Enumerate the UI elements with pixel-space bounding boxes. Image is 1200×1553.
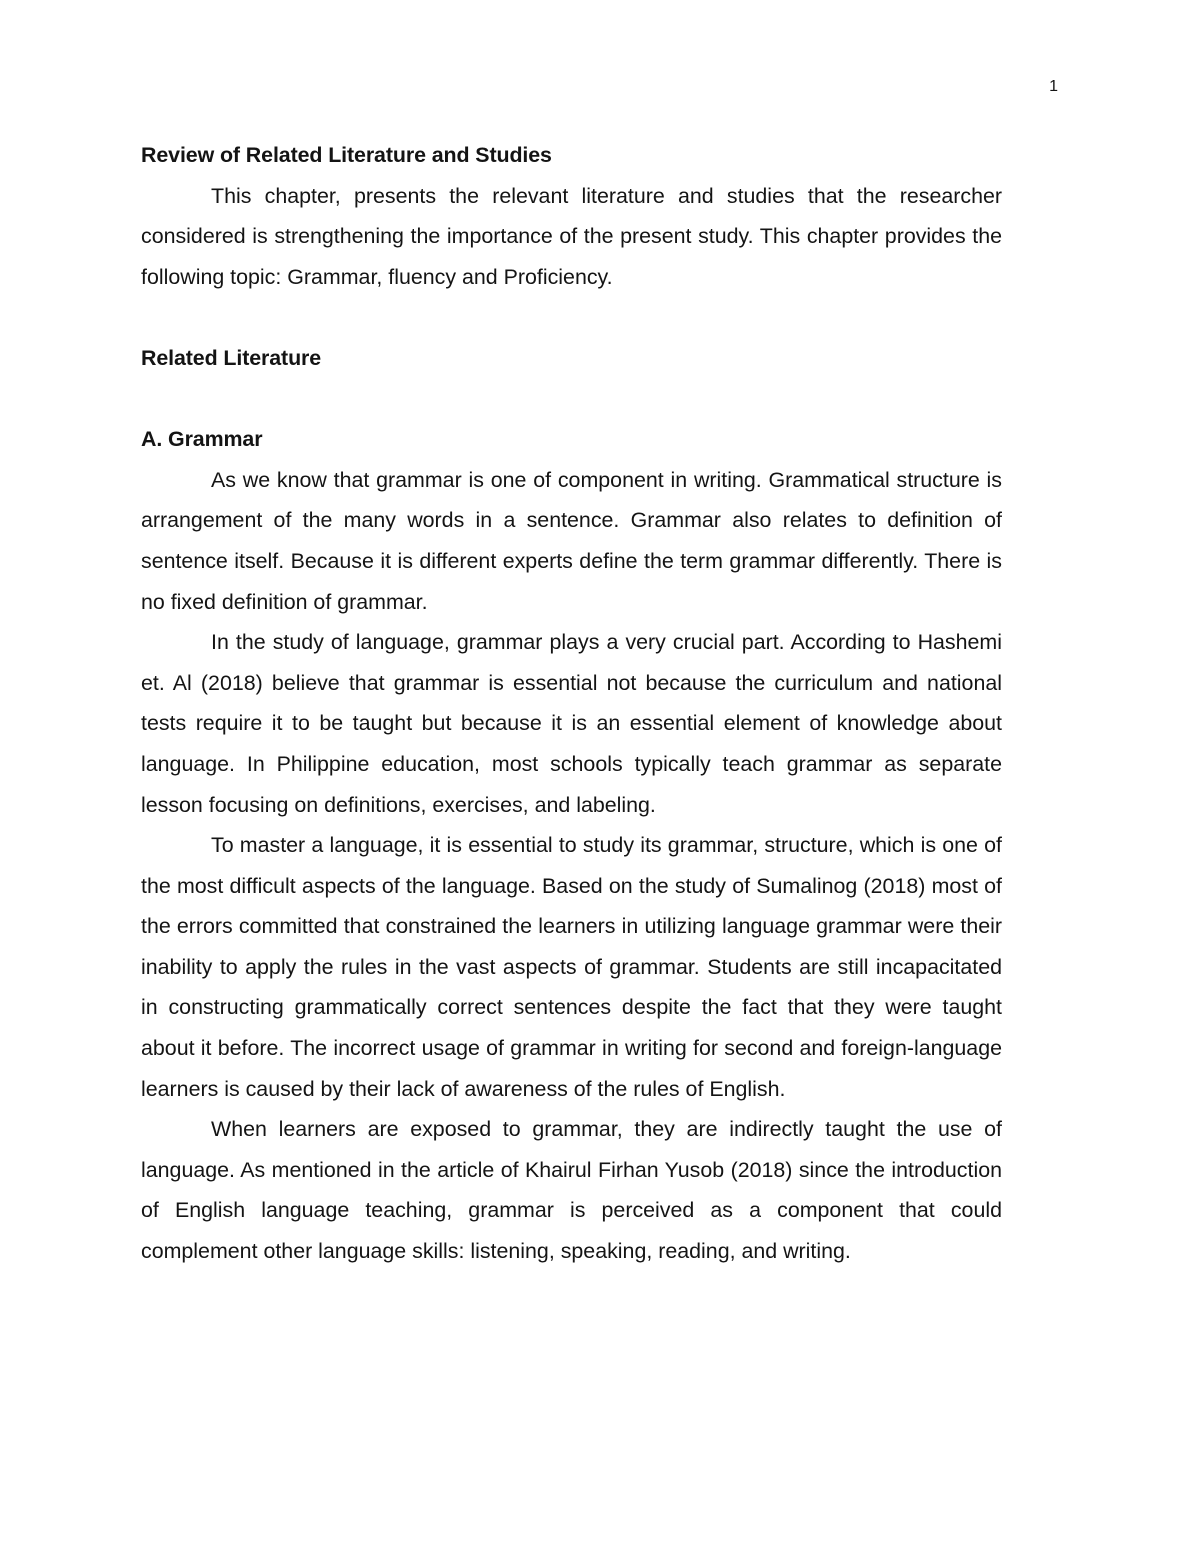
spacer: [141, 297, 1002, 338]
body-paragraph: To master a language, it is essential to study its grammar, structure, which is one of the most difficult aspects of the language. Based on the study of Sumalinog (2018) most of the errors committed that constrained the learners in utilizing language grammar were their inability to apply the rules in the vast aspects of grammar. Students are still incapacitated in constructing grammatically correct sentences despite the fact that they were taught about it before. The incorrect usage of grammar in writing for second and foreign-language learners is caused by their lack of awareness of the rules of English.: [141, 833, 1002, 1101]
spacer: [141, 379, 1002, 420]
page-number: 1: [1049, 78, 1058, 95]
chapter-title: Review of Related Literature and Studies: [141, 143, 552, 167]
subsection-heading: A. Grammar: [141, 427, 263, 452]
body-paragraph: When learners are exposed to grammar, they are indirectly taught the use of language. As mentioned in the article of Khairul Firhan Yusob (2018) since the introduction of English language teaching, grammar is perceived as a component that could complement other language skills: listening, speaking, reading, and writing.: [141, 1117, 1002, 1264]
section-heading: Related Literature: [141, 345, 322, 370]
document-body: [141, 135, 1002, 1272]
intro-paragraph: This chapter, presents the relevant literature and studies that the researcher considered is strengthening the importance of the present study. This chapter provides the following topic: Grammar, fluency and Proficiency.: [141, 183, 1002, 289]
body-paragraph: As we know that grammar is one of component in writing. Grammatical structure is arrangement of the many words in a sentence. Grammar also relates to definition of sentence itself. Because it is different experts define the term grammar differently. There is no fixed definition of grammar.: [141, 467, 1002, 614]
body-paragraph: In the study of language, grammar plays a very crucial part. According to Hashemi et. Al (2018) believe that grammar is essential not because the curriculum and national tests require it to be taught but because it is an essential element of knowledge about language. In Philippine education, most schools typically teach grammar as separate lesson focusing on definitions, exercises, and labeling.: [141, 630, 1002, 817]
